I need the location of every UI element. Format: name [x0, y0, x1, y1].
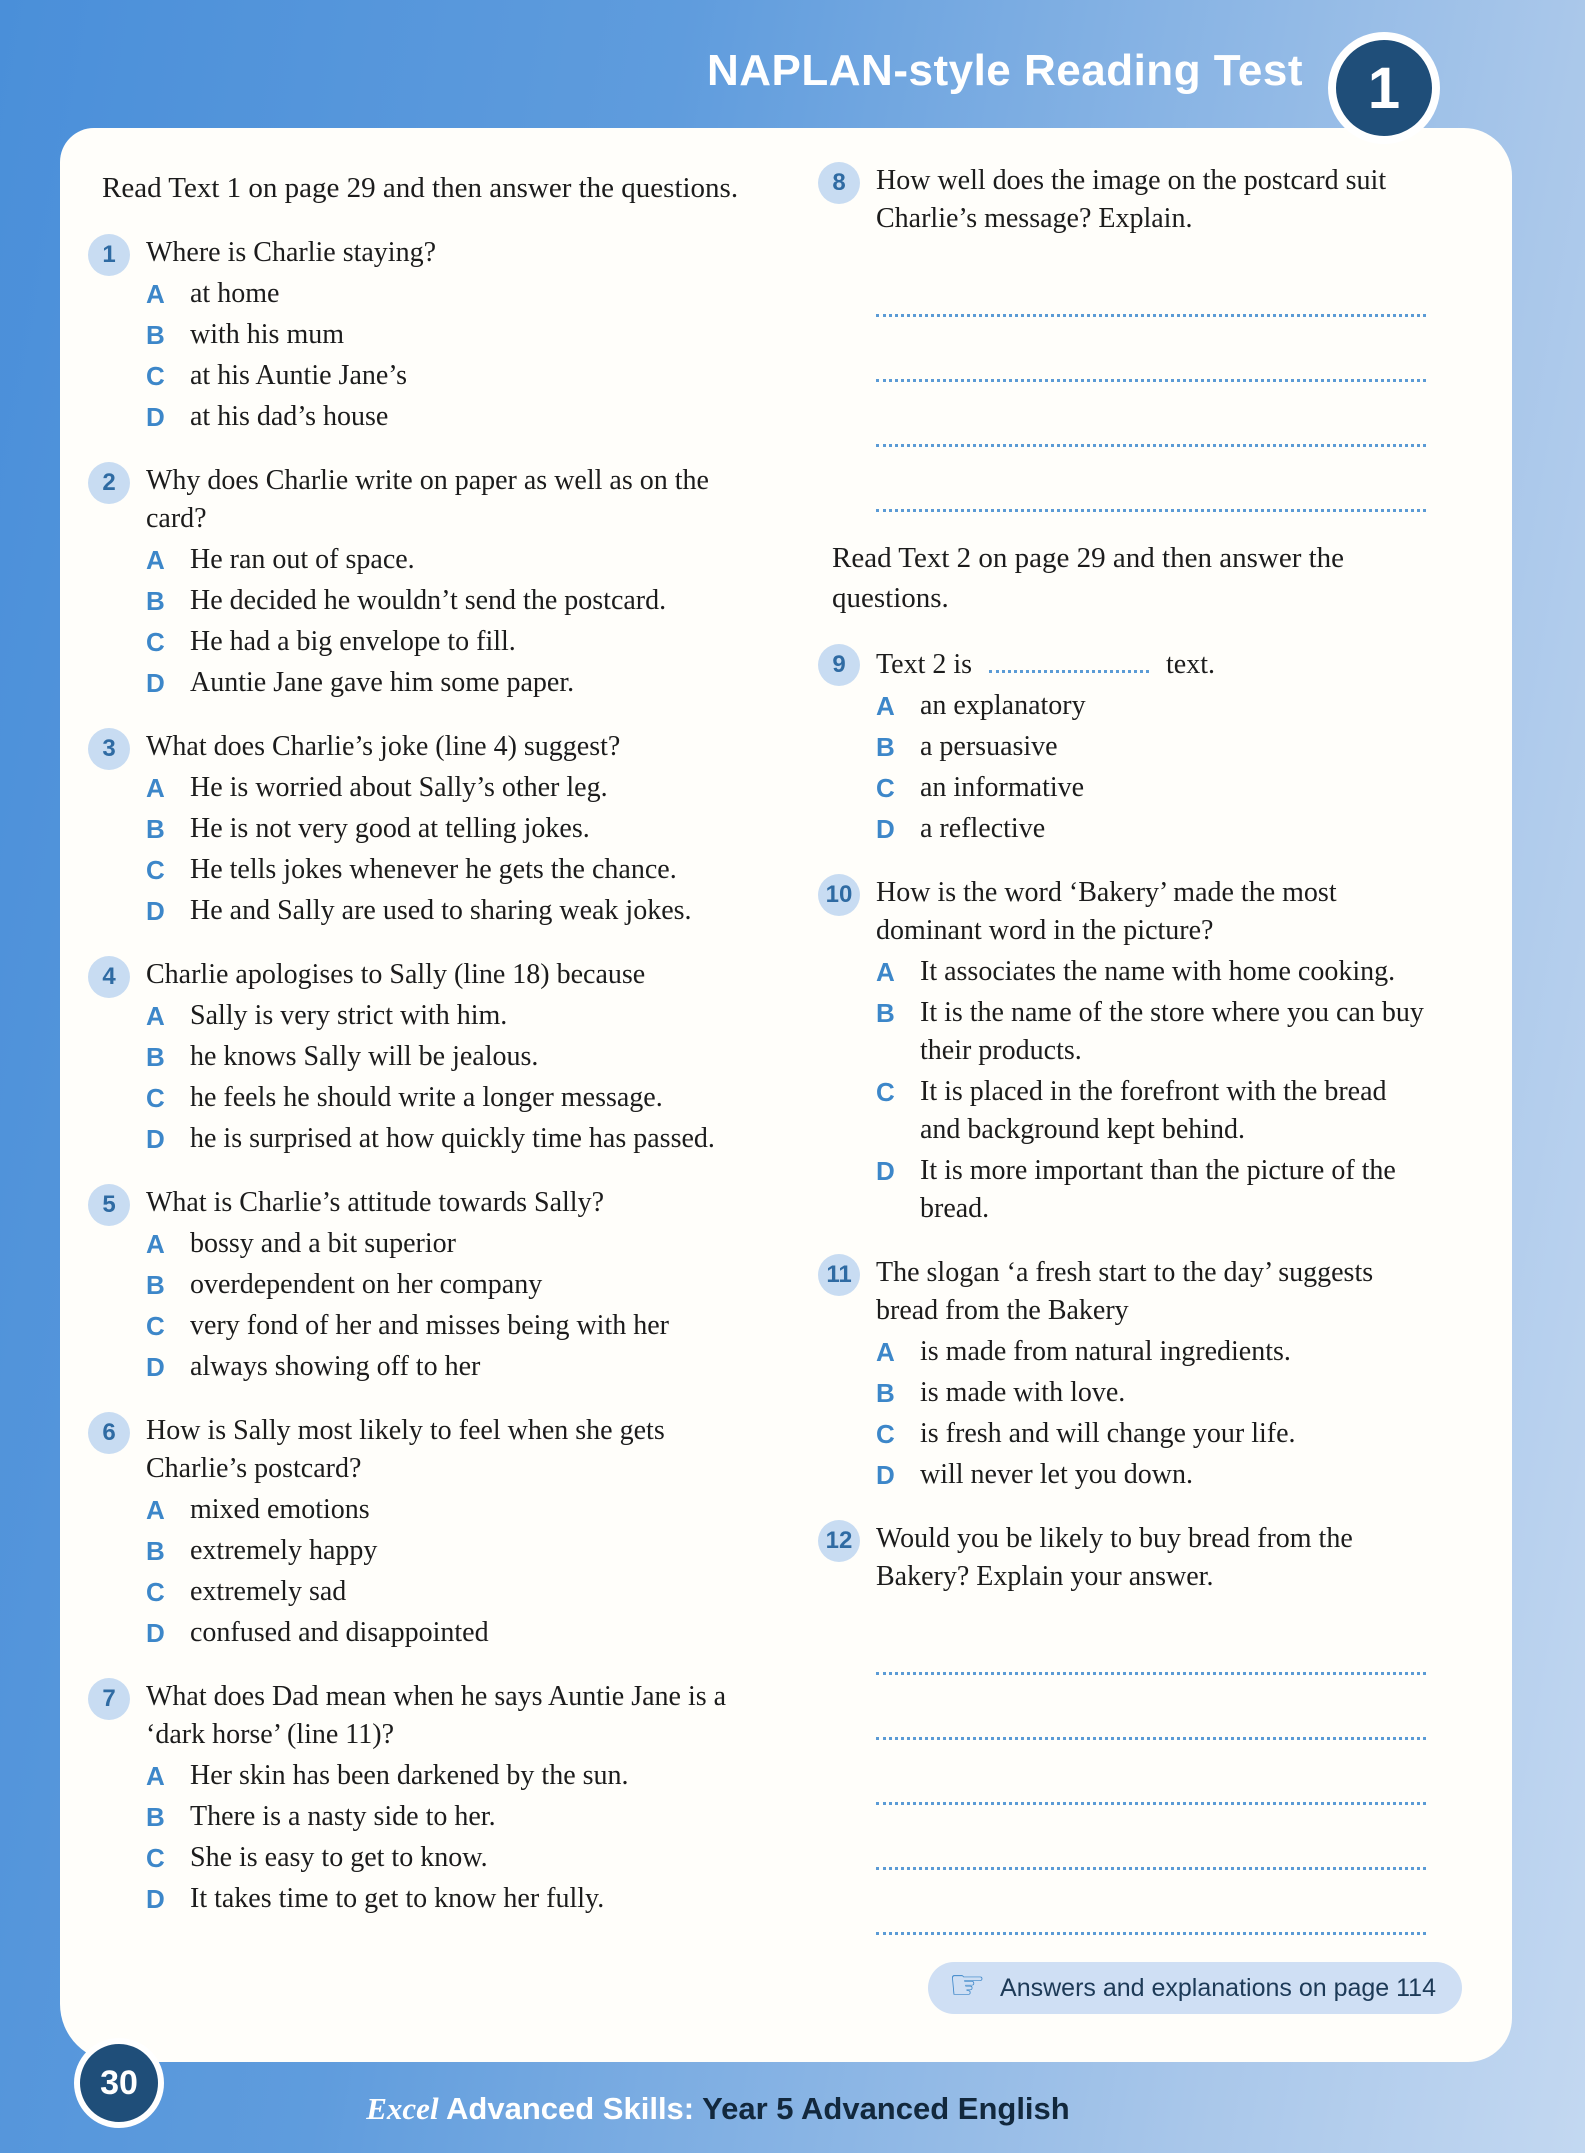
option-text: he knows Sally will be jealous. [190, 1041, 539, 1072]
option-6C[interactable] [146, 1573, 748, 1611]
option-letter: C [146, 1843, 165, 1873]
option-4B[interactable] [146, 1038, 748, 1076]
option-letter: B [146, 1270, 165, 1300]
option-11A[interactable] [876, 1333, 1426, 1371]
option-6D[interactable] [146, 1614, 748, 1652]
question-text: Where is Charlie staying? [146, 237, 437, 268]
option-7C[interactable] [146, 1839, 748, 1877]
question-text: What is Charlie’s attitude towards Sally? [146, 1187, 605, 1218]
question-number-bubble: 11 [818, 1254, 860, 1296]
option-1C[interactable] [146, 357, 748, 395]
question-body [876, 1254, 1426, 1494]
option-letter: C [876, 1419, 895, 1449]
option-text: Auntie Jane gave him some paper. [190, 667, 575, 698]
question-text: How is the word ‘Bakery’ made the most dominant word in the picture? [876, 877, 1337, 946]
option-text: extremely sad [190, 1576, 347, 1607]
option-letter: D [146, 668, 165, 698]
option-letter: C [146, 1083, 165, 1113]
option-text: with his mum [190, 319, 345, 350]
question-block-8 [818, 162, 1426, 512]
question-block-6 [88, 1412, 748, 1652]
option-letter: B [876, 1378, 895, 1408]
option-letter: B [146, 1042, 165, 1072]
option-text: He ran out of space. [190, 544, 415, 575]
option-4A[interactable] [146, 997, 748, 1035]
option-6A[interactable] [146, 1491, 748, 1529]
question-body [146, 1184, 748, 1386]
answers-note-text: Answers and explanations on page 114 [1000, 1973, 1436, 2002]
option-text: He decided he wouldn’t send the postcard. [190, 585, 667, 616]
option-letter: B [146, 586, 165, 616]
option-text: It is placed in the forefront with the bread and background kept behind. [920, 1076, 1387, 1145]
question-text: How well does the image on the postcard suit Charlie’s message? Explain. [876, 165, 1387, 234]
option-text: It is more important than the picture of the bread. [920, 1155, 1396, 1224]
question-text: The slogan ‘a fresh start to the day’ suggests bread from the Bakery [876, 1257, 1374, 1326]
option-6B[interactable] [146, 1532, 748, 1570]
answer-line[interactable] [876, 1805, 1426, 1870]
option-3C[interactable] [146, 851, 748, 889]
question-body [146, 234, 748, 436]
option-letter: C [146, 1577, 165, 1607]
option-letter: D [146, 896, 165, 926]
answer-lines [876, 1610, 1426, 1935]
option-text: Her skin has been darkened by the sun. [190, 1760, 629, 1791]
question-number-bubble: 4 [88, 956, 130, 998]
option-text: It takes time to get to know her fully. [190, 1883, 605, 1914]
option-text: extremely happy [190, 1535, 378, 1566]
question-text: Would you be likely to buy bread from the Bakery? Explain your answer. [876, 1523, 1353, 1592]
option-1A[interactable] [146, 275, 748, 313]
question-body [146, 956, 748, 1158]
option-letter: B [146, 1536, 165, 1566]
question-number-bubble: 9 [818, 644, 860, 686]
option-text: is fresh and will change your life. [920, 1418, 1296, 1449]
footer-book-title: Year 5 Advanced English [702, 2091, 1070, 2126]
option-letter: D [876, 1156, 895, 1186]
option-text: confused and disappointed [190, 1617, 489, 1648]
question-block-12 [818, 1520, 1426, 1935]
answer-line[interactable] [876, 317, 1426, 382]
option-letter: D [146, 1618, 165, 1648]
option-text: He had a big envelope to fill. [190, 626, 516, 657]
question-number-bubble: 10 [818, 874, 860, 916]
page-number: 30 [100, 2063, 138, 2102]
option-7D[interactable] [146, 1880, 748, 1918]
footer-series-rest: Advanced Skills: [438, 2091, 703, 2126]
question-block-5 [88, 1184, 748, 1386]
question-body [146, 462, 748, 702]
option-text: Sally is very strict with him. [190, 1000, 508, 1031]
answer-line[interactable] [876, 1740, 1426, 1805]
option-letter: A [146, 279, 165, 309]
option-text: He is not very good at telling jokes. [190, 813, 590, 844]
option-text: He is worried about Sally’s other leg. [190, 772, 608, 803]
question-body [876, 1520, 1426, 1935]
option-text: at his dad’s house [190, 401, 389, 432]
option-5C[interactable] [146, 1307, 748, 1345]
option-letter: D [146, 402, 165, 432]
question-body [876, 874, 1426, 1228]
option-10C[interactable] [876, 1073, 1426, 1149]
question-body [146, 1412, 748, 1652]
option-text: She is easy to get to know. [190, 1842, 488, 1873]
option-2D[interactable] [146, 664, 748, 702]
option-letter: C [146, 855, 165, 885]
option-9C[interactable] [876, 769, 1426, 807]
question-number-bubble: 1 [88, 234, 130, 276]
option-4C[interactable] [146, 1079, 748, 1117]
question-block-7 [88, 1678, 748, 1918]
answer-lines [876, 252, 1426, 512]
option-letter: D [876, 814, 895, 844]
option-letter: C [146, 361, 165, 391]
question-block-1 [88, 234, 748, 436]
question-text: Why does Charlie write on paper as well as on the card? [146, 465, 709, 534]
option-11C[interactable] [876, 1415, 1426, 1453]
option-3D[interactable] [146, 892, 748, 930]
option-letter: B [146, 320, 165, 350]
option-10A[interactable] [876, 953, 1426, 991]
option-2A[interactable] [146, 541, 748, 579]
option-letter: D [876, 1460, 895, 1490]
option-text: is made with love. [920, 1377, 1126, 1408]
option-text: he feels he should write a longer message. [190, 1082, 663, 1113]
option-letter: A [146, 773, 165, 803]
page-number-badge [74, 2038, 164, 2128]
question-block-10 [818, 874, 1426, 1228]
option-text: a reflective [920, 813, 1046, 844]
option-text: he is surprised at how quickly time has passed. [190, 1123, 715, 1154]
option-letter: D [146, 1352, 165, 1382]
option-text: It is the name of the store where you can buy their products. [920, 997, 1424, 1066]
answer-blank[interactable] [989, 644, 1149, 673]
option-text: overdependent on her company [190, 1269, 543, 1300]
option-text: is made from natural ingredients. [920, 1336, 1291, 1367]
option-1B[interactable] [146, 316, 748, 354]
option-letter: D [146, 1124, 165, 1154]
option-3A[interactable] [146, 769, 748, 807]
footer-series-name: Excel [366, 2091, 439, 2126]
section-instructions: Read Text 1 on page 29 and then answer the questions. [102, 172, 739, 204]
option-text: an informative [920, 772, 1085, 803]
option-text: He and Sally are used to sharing weak jokes. [190, 895, 692, 926]
option-letter: A [146, 545, 165, 575]
question-body [876, 644, 1426, 848]
question-number-bubble: 6 [88, 1412, 130, 1454]
option-11B[interactable] [876, 1374, 1426, 1412]
question-text: What does Dad mean when he says Auntie Jane is a ‘dark horse’ (line 11)? [146, 1681, 727, 1750]
question-number-bubble: 2 [88, 462, 130, 504]
option-text: mixed emotions [190, 1494, 370, 1525]
answer-line[interactable] [876, 1610, 1426, 1675]
option-text: a persuasive [920, 731, 1058, 762]
option-letter: A [146, 1495, 165, 1525]
option-11D[interactable] [876, 1456, 1426, 1494]
option-letter: A [876, 957, 895, 987]
option-letter: C [876, 1077, 895, 1107]
answer-line[interactable] [876, 447, 1426, 512]
footer-title [0, 2091, 1436, 2127]
option-text: an explanatory [920, 690, 1086, 721]
option-text: very fond of her and misses being with her [190, 1310, 669, 1341]
option-text: will never let you down. [920, 1459, 1193, 1490]
option-9D[interactable] [876, 810, 1426, 848]
content-card [60, 128, 1512, 2062]
answer-line[interactable] [876, 382, 1426, 447]
option-2B[interactable] [146, 582, 748, 620]
option-letter: A [876, 691, 895, 721]
right-column [818, 162, 1482, 2062]
option-text: It associates the name with home cooking. [920, 956, 1396, 987]
answer-line[interactable] [876, 1870, 1426, 1935]
page-title: NAPLAN-style Reading Test [707, 46, 1303, 95]
option-3B[interactable] [146, 810, 748, 848]
question-body [876, 162, 1426, 512]
option-letter: A [146, 1761, 165, 1791]
question-number-bubble: 7 [88, 1678, 130, 1720]
test-number: 1 [1367, 55, 1401, 121]
answer-line[interactable] [876, 1675, 1426, 1740]
question-number-bubble: 12 [818, 1520, 860, 1562]
option-text: bossy and a bit superior [190, 1228, 456, 1259]
question-number-bubble: 5 [88, 1184, 130, 1226]
option-5B[interactable] [146, 1266, 748, 1304]
option-7B[interactable] [146, 1798, 748, 1836]
option-text: at home [190, 278, 280, 309]
question-block-3 [88, 728, 748, 930]
question-text: Charlie apologises to Sally (line 18) because [146, 959, 646, 990]
option-10D[interactable] [876, 1152, 1426, 1228]
question-block-4 [88, 956, 748, 1158]
question-body [146, 1678, 748, 1918]
left-column [88, 162, 748, 2062]
question-text: Text 2 is text. [876, 644, 1426, 684]
answer-line[interactable] [876, 252, 1426, 317]
option-1D[interactable] [146, 398, 748, 436]
option-letter: C [146, 627, 165, 657]
question-number-bubble: 3 [88, 728, 130, 770]
pointing-hand-icon: ☞ [948, 1961, 987, 2008]
option-letter: B [146, 1802, 165, 1832]
option-text: He tells jokes whenever he gets the chance. [190, 854, 677, 885]
option-letter: B [146, 814, 165, 844]
option-9B[interactable] [876, 728, 1426, 766]
option-letter: A [146, 1001, 165, 1031]
option-letter: A [876, 1337, 895, 1367]
option-text: at his Auntie Jane’s [190, 360, 407, 391]
option-letter: A [146, 1229, 165, 1259]
option-letter: B [876, 732, 895, 762]
option-letter: C [146, 1311, 165, 1341]
option-2C[interactable] [146, 623, 748, 661]
question-block-2 [88, 462, 748, 702]
option-9A[interactable] [876, 687, 1426, 725]
option-5D[interactable] [146, 1348, 748, 1386]
section-instructions: Read Text 2 on page 29 and then answer the questions. [832, 542, 1345, 614]
option-10B[interactable] [876, 994, 1426, 1070]
option-text: There is a nasty side to her. [190, 1801, 496, 1832]
question-body [146, 728, 748, 930]
option-5A[interactable] [146, 1225, 748, 1263]
option-7A[interactable] [146, 1757, 748, 1795]
answers-note [928, 1962, 1462, 2014]
question-number-bubble: 8 [818, 162, 860, 204]
question-block-11 [818, 1254, 1426, 1494]
question-text: How is Sally most likely to feel when she gets Charlie’s postcard? [146, 1415, 665, 1484]
question-text: What does Charlie’s joke (line 4) suggest? [146, 731, 621, 762]
option-4D[interactable] [146, 1120, 748, 1158]
option-letter: B [876, 998, 895, 1028]
option-letter: D [146, 1884, 165, 1914]
test-number-badge [1328, 32, 1440, 144]
question-block-9 [818, 644, 1426, 848]
option-text: always showing off to her [190, 1351, 481, 1382]
option-letter: C [876, 773, 895, 803]
